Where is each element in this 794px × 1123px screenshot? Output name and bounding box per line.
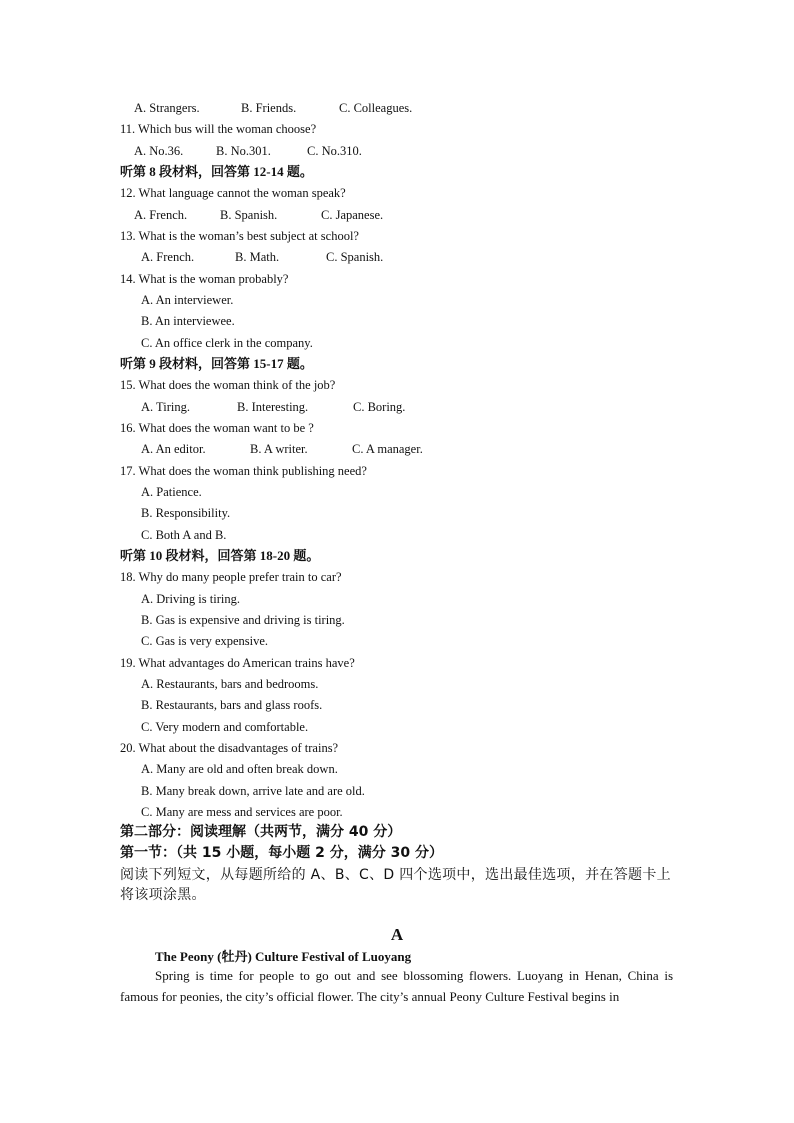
q12-question: 12. What language cannot the woman speak? (120, 186, 346, 200)
q15-question: 15. What does the woman think of the job? (120, 378, 336, 392)
q20-option-c: C. Many are mess and services are poor. (141, 805, 343, 819)
q15-option-a: A. Tiring. (141, 400, 190, 414)
q16-options (141, 441, 423, 457)
q13-question: 13. What is the woman’s best subject at school? (120, 229, 359, 243)
q19-option-b: B. Restaurants, bars and glass roofs. (141, 698, 323, 712)
q20-option-a: A. Many are old and often break down. (141, 762, 338, 776)
q11-option-b: B. No.301. (216, 144, 271, 158)
q17-option-c: C. Both A and B. (141, 528, 227, 542)
q13-option-c: C. Spanish. (326, 250, 384, 264)
q10-option-c: C. Colleagues. (339, 101, 413, 115)
q19-question: 19. What advantages do American trains have? (120, 656, 355, 670)
q16-option-c: C. A manager. (352, 442, 423, 456)
q13-options (141, 249, 383, 265)
q18-question: 18. Why do many people prefer train to car? (120, 570, 342, 584)
q11-option-c: C. No.310. (307, 144, 362, 158)
q18-option-a: A. Driving is tiring. (141, 592, 240, 606)
section-header-9: 听第 9 段材料，回答第 15-17 题。 (120, 356, 313, 371)
q10-option-a: A. Strangers. (134, 101, 200, 115)
q16-question: 16. What does the woman want to be ? (120, 421, 314, 435)
q18-option-b: B. Gas is expensive and driving is tiring. (141, 613, 345, 627)
q15-option-b: B. Interesting. (237, 400, 309, 414)
passage-letter: A (390, 925, 404, 944)
passage-paragraph: Spring is time for people to go out and see blossoming flowers. Luoyang in Henan, China is famous for peonies, the city’s official flower. The city’s annual Peony Culture Festival begins in (120, 968, 673, 1004)
q16-option-b: B. A writer. (250, 442, 308, 456)
q16-option-a: A. An editor. (141, 442, 206, 456)
q17-question: 17. What does the woman think publishing need? (120, 464, 367, 478)
q14-option-a: A. An interviewer. (141, 293, 234, 307)
q19-option-c: C. Very modern and comfortable. (141, 720, 309, 734)
q11-question: 11. Which bus will the woman choose? (120, 122, 317, 136)
section1-heading: 第一节：（共 15 小题，每小题 2 分，满分 30 分） (120, 845, 443, 861)
q11-options (134, 143, 362, 159)
section-header-10: 听第 10 段材料，回答第 18-20 题。 (120, 548, 320, 563)
q17-option-b: B. Responsibility. (141, 506, 231, 520)
q12-option-c: C. Japanese. (321, 208, 384, 222)
q14-question: 14. What is the woman probably? (120, 272, 289, 286)
q20-option-b: B. Many break down, arrive late and are old. (141, 784, 365, 798)
q13-option-a: A. French. (141, 250, 195, 264)
q20-question: 20. What about the disadvantages of trains? (120, 741, 339, 755)
q10-option-b: B. Friends. (241, 101, 297, 115)
q14-option-b: B. An interviewee. (141, 314, 235, 328)
part2-heading: 第二部分：阅读理解（共两节，满分 40 分） (120, 824, 402, 840)
q10-options (134, 100, 412, 116)
instruction-text: 阅读下列短文，从每题所给的 A、B、C、D 四个选项中，选出最佳选项，并在答题卡上将该项涂黑。 (120, 867, 671, 903)
q19-option-a: A. Restaurants, bars and bedrooms. (141, 677, 319, 691)
section-header-8: 听第 8 段材料，回答第 12-14 题。 (120, 164, 313, 179)
q18-option-c: C. Gas is very expensive. (141, 634, 269, 648)
q11-option-a: A. No.36. (134, 144, 184, 158)
q12-option-a: A. French. (134, 208, 188, 222)
q17-option-a: A. Patience. (141, 485, 202, 499)
passage-title: The Peony (牡丹) Culture Festival of Luoyang (155, 949, 412, 964)
q13-option-b: B. Math. (235, 250, 280, 264)
q15-options (141, 399, 405, 415)
q12-options (134, 207, 383, 223)
q12-option-b: B. Spanish. (220, 208, 278, 222)
q15-option-c: C. Boring. (353, 400, 406, 414)
q14-option-c: C. An office clerk in the company. (141, 336, 313, 350)
